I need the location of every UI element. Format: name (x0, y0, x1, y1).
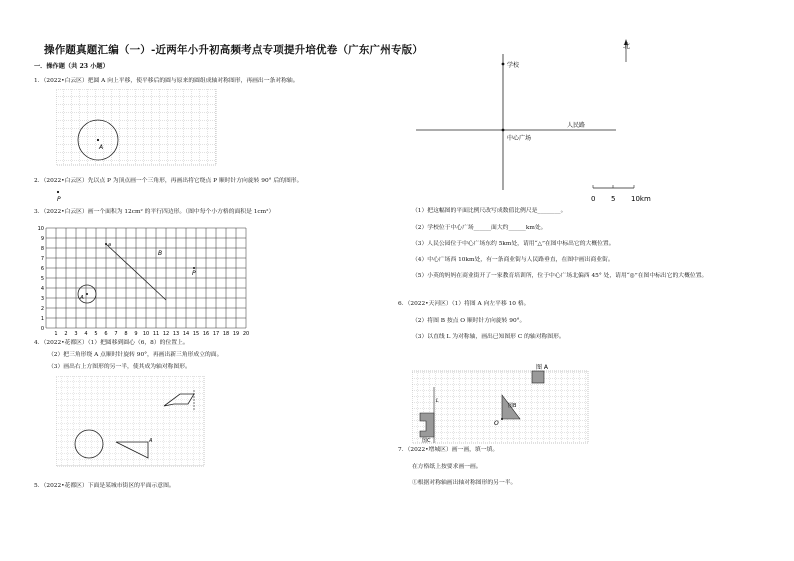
x-tick-label: 5 (94, 331, 98, 336)
q5-item-5: （5）小英的妈妈在商业街开了一家教育培训所，位于中心广场北偏西 45° 处，请用“◎”在图中标出它的大概位置。 (412, 273, 708, 279)
x-tick-label: 12 (162, 331, 170, 336)
x-tick-label: 10 (142, 331, 150, 336)
circle-center-dot (97, 139, 99, 141)
shape-b-label: 图B (508, 403, 517, 409)
question-6-part-3: （3）以直线 L 为对称轴，画出已知图形 C 的轴对称图形。 (412, 334, 565, 340)
q5-item-4: （4）中心广场西 10km处，有一条商业街与人民路垂直，在图中画出商业街。 (412, 257, 614, 263)
point-o-label: O (494, 420, 499, 427)
road-label: 人民路 (567, 122, 586, 129)
triangle-vertex-a-label: A (149, 438, 153, 444)
circle-a-label: A (99, 144, 104, 151)
square-point (502, 129, 505, 132)
y-tick-label: 10 (37, 226, 44, 232)
point-p-label: P (192, 270, 196, 277)
x-tick-label: 2 (64, 331, 68, 336)
y-tick-label: 9 (40, 236, 44, 242)
question-7-part-1: 在方格纸上按要求画一画。 (412, 464, 482, 470)
square-label: 中心广场 (507, 135, 532, 142)
question-3-coordinate-grid (36, 220, 278, 336)
question-6-part-2: （2）将图 B 按点 O 顺时针方向旋转 90°。 (412, 318, 526, 324)
question-3-text: 3．（2022•白云区）画一个面积为 12cm² 的平行四边形。（图中每个小方格的面积是 1cm²） (34, 209, 275, 215)
small-circle-label: A (80, 295, 84, 301)
shape-a (532, 371, 544, 383)
shape-c-label: 图C (422, 438, 431, 444)
city-map-figure (406, 36, 676, 206)
page-title: 操作题真题汇编（一）-近两年小升初高频考点专项提升培优卷（广东广州专版） (44, 44, 424, 56)
scale-label-10km: 10km (631, 195, 651, 203)
question-6-grid-figure (412, 361, 590, 445)
question-4-grid-figure (56, 376, 206, 468)
line-l-label: L (436, 398, 439, 404)
x-tick-label: 1 (54, 331, 58, 336)
y-tick-label: 6 (40, 266, 44, 272)
y-tick-label: 0 (40, 326, 44, 332)
question-5-text: 5．（2022•花都区）下面是某城市街区的平面示意图。 (34, 483, 175, 489)
x-tick-label: 19 (232, 331, 240, 336)
y-tick-label: 3 (40, 296, 44, 302)
y-tick-label: 5 (40, 276, 44, 282)
point-b-label: B (158, 250, 163, 257)
y-tick-label: 2 (40, 306, 44, 312)
coordinate-grid-lines (46, 228, 246, 328)
question-2-text: 2．（2022•白云区）先以点 P 为顶点画一个三角形，再画出将它绕点 P 顺时针方向旋转 90° 后的图形。 (34, 178, 303, 184)
point-a-dot (105, 243, 107, 245)
dotted-grid (412, 371, 588, 443)
x-tick-label: 9 (134, 331, 138, 336)
question-4-text: 4．（2022•花都区）（1）把圆移到圆心（6，8）的位置上。 (34, 340, 189, 346)
point-o-dot (501, 418, 503, 420)
y-tick-label: 1 (40, 316, 44, 322)
x-tick-label: 8 (124, 331, 128, 336)
question-6-text: 6．（2022•天河区）（1）将图 A 向左平移 10 格。 (398, 301, 530, 307)
y-tick-label: 4 (40, 286, 44, 292)
y-tick-label: 8 (40, 246, 44, 252)
x-tick-label: 6 (104, 331, 108, 336)
small-circle-center (86, 293, 88, 295)
north-label: 北 (623, 42, 630, 50)
question-2-point (54, 188, 68, 204)
q5-item-1: （1）把这幅图的平面比例尺改写成数值比例尺是________。 (412, 208, 567, 214)
question-7-part-2: ①根据对称轴画出轴对称图形的另一半。 (412, 480, 517, 486)
point-a-label: a (108, 242, 112, 248)
section-heading: 一．操作题（共 23 小题） (34, 63, 109, 70)
x-axis-tick-labels (54, 331, 249, 336)
x-tick-label: 11 (152, 331, 160, 336)
y-axis-tick-labels (38, 226, 44, 332)
point-p-dot (193, 267, 195, 269)
dotted-grid (56, 89, 216, 165)
school-label: 学校 (507, 62, 520, 69)
scale-label-5: 5 (611, 195, 616, 203)
question-4-part-2: （2）把三角形绕 A 点顺时针旋转 90°，再画出新三角形成立的面。 (48, 352, 223, 358)
x-tick-label: 15 (192, 331, 200, 336)
x-tick-label: 4 (84, 331, 88, 336)
question-4-part-3: （3）画出右上方图形的另一半，使其成为轴对称图形。 (48, 364, 191, 370)
point-p-label: P (57, 196, 61, 203)
q5-item-3: （3）人民公园位于中心广场东约 5km处，请用“△”在图中标出它的大概位置。 (412, 241, 615, 247)
shape-a-label: 图 A (536, 364, 549, 371)
x-tick-label: 20 (242, 331, 250, 336)
question-7-text: 7．（2022•增城区）画一画，填一填。 (398, 447, 499, 453)
q5-item-2: （2）学校位于中心广场______面大约______km处。 (412, 225, 547, 231)
x-tick-label: 18 (222, 331, 230, 336)
scale-label-0: 0 (591, 195, 596, 203)
x-tick-label: 3 (74, 331, 78, 336)
x-tick-label: 7 (114, 331, 118, 336)
x-tick-label: 16 (202, 331, 210, 336)
x-tick-label: 17 (212, 331, 220, 336)
school-point (502, 63, 505, 66)
point-p-dot (57, 191, 59, 193)
x-tick-label: 14 (182, 331, 190, 336)
question-1-text: 1．（2022•白云区）把圆 A 向上平移，使平移后的圆与原来的圆组成轴对称图形，再画出一条对称轴。 (34, 78, 299, 84)
y-tick-label: 7 (40, 256, 44, 262)
x-tick-label: 13 (172, 331, 180, 336)
question-1-grid-figure (56, 89, 218, 167)
